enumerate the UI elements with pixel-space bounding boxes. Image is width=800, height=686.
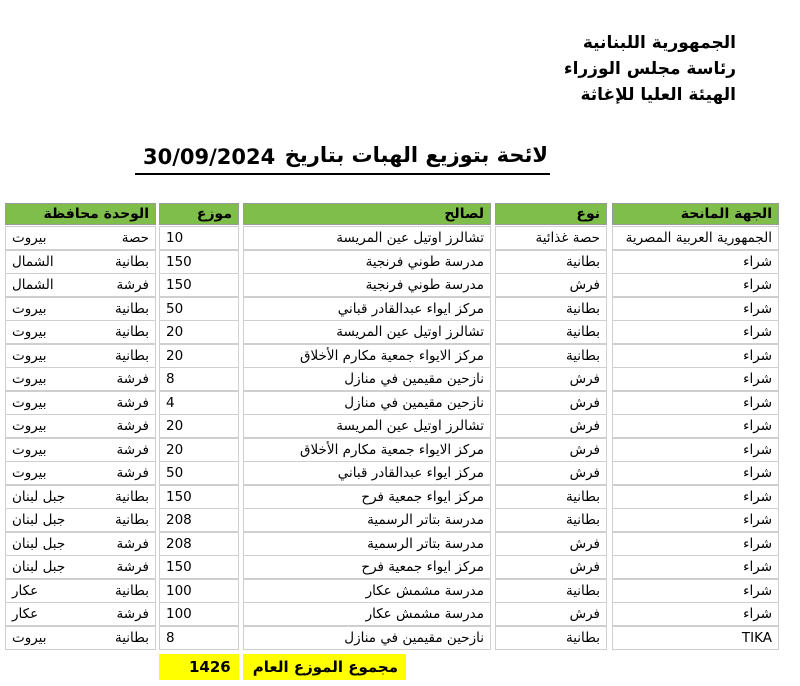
cell-unit: حصة bbox=[121, 230, 149, 246]
column-header-unit-governorate: الوحدة محافظة bbox=[5, 203, 156, 225]
cell-donor: شراء bbox=[612, 485, 779, 509]
cell-type: فرش bbox=[495, 273, 607, 297]
cell-unit-governorate bbox=[5, 297, 156, 321]
cell-donor: شراء bbox=[612, 602, 779, 626]
cell-type: فرش bbox=[495, 461, 607, 485]
total-label: مجموع الموزع العام bbox=[243, 654, 406, 680]
column-header-donor: الجهة المانحة bbox=[612, 203, 779, 225]
cell-type: حصة غذائية bbox=[495, 226, 607, 250]
cell-qty: 150 bbox=[159, 555, 239, 579]
cell-unit: بطانية bbox=[114, 300, 149, 317]
cell-type: بطانية bbox=[495, 297, 607, 321]
column-header-distributed: موزع bbox=[159, 203, 239, 225]
cell-governorate: جبل لبنان bbox=[12, 488, 66, 505]
cell-unit-governorate bbox=[5, 344, 156, 368]
cell-unit-governorate bbox=[5, 579, 156, 603]
cell-governorate: بيروت bbox=[12, 441, 47, 458]
cell-qty: 20 bbox=[159, 344, 239, 368]
cell-beneficiary: مركز ايواء عبدالقادر قباني bbox=[243, 461, 491, 485]
cell-unit: فرشة bbox=[116, 371, 149, 387]
cell-type: فرش bbox=[495, 438, 607, 462]
cell-governorate: عكار bbox=[12, 582, 39, 599]
cell-unit-governorate bbox=[5, 250, 156, 274]
cell-type: بطانية bbox=[495, 250, 607, 274]
cell-qty: 100 bbox=[159, 579, 239, 603]
cell-beneficiary: مدرسة مشمش عكار bbox=[243, 602, 491, 626]
cell-qty: 20 bbox=[159, 438, 239, 462]
cell-governorate: جبل لبنان bbox=[12, 559, 66, 575]
cell-donor: شراء bbox=[612, 579, 779, 603]
cell-qty: 50 bbox=[159, 297, 239, 321]
cell-donor: TIKA bbox=[612, 626, 779, 650]
cell-beneficiary: مركز الايواء جمعية مكارم الأخلاق bbox=[243, 344, 491, 368]
cell-type: فرش bbox=[495, 367, 607, 391]
cell-unit: بطانية bbox=[114, 253, 149, 270]
cell-donor: شراء bbox=[612, 391, 779, 415]
cell-beneficiary: مركز ايواء جمعية فرح bbox=[243, 485, 491, 509]
cell-unit: فرشة bbox=[116, 559, 149, 575]
cell-governorate: بيروت bbox=[12, 629, 47, 646]
header-presidency: رئاسة مجلس الوزراء bbox=[563, 59, 736, 79]
cell-unit-governorate bbox=[5, 626, 156, 650]
cell-type: فرش bbox=[495, 555, 607, 579]
total-value: 1426 bbox=[159, 654, 239, 680]
cell-governorate: بيروت bbox=[12, 324, 47, 340]
cell-donor: شراء bbox=[612, 438, 779, 462]
cell-type: فرش bbox=[495, 391, 607, 415]
cell-type: فرش bbox=[495, 602, 607, 626]
cell-unit-governorate bbox=[5, 391, 156, 415]
cell-unit-governorate bbox=[5, 367, 156, 391]
cell-donor: شراء bbox=[612, 320, 779, 344]
cell-beneficiary: نازحين مقيمين في منازل bbox=[243, 626, 491, 650]
cell-beneficiary: مركز ايواء جمعية فرح bbox=[243, 555, 491, 579]
cell-donor: شراء bbox=[612, 461, 779, 485]
cell-unit: فرشة bbox=[116, 277, 149, 293]
cell-unit: فرشة bbox=[116, 535, 149, 552]
cell-beneficiary: مركز الايواء جمعية مكارم الأخلاق bbox=[243, 438, 491, 462]
cell-unit: فرشة bbox=[116, 606, 149, 622]
title-text: لائحة بتوزيع الهبات بتاريخ bbox=[284, 143, 548, 167]
cell-unit: فرشة bbox=[116, 465, 149, 481]
cell-beneficiary: تشالرز اوتيل عين المريسة bbox=[243, 414, 491, 438]
cell-type: بطانية bbox=[495, 485, 607, 509]
cell-unit: بطانية bbox=[114, 324, 149, 340]
cell-qty: 100 bbox=[159, 602, 239, 626]
cell-unit-governorate bbox=[5, 602, 156, 626]
cell-qty: 10 bbox=[159, 226, 239, 250]
cell-governorate: بيروت bbox=[12, 371, 47, 387]
cell-qty: 150 bbox=[159, 485, 239, 509]
cell-unit-governorate bbox=[5, 438, 156, 462]
cell-type: فرش bbox=[495, 414, 607, 438]
cell-unit-governorate bbox=[5, 320, 156, 344]
cell-unit: بطانية bbox=[114, 629, 149, 646]
cell-governorate: عكار bbox=[12, 606, 39, 622]
cell-type: بطانية bbox=[495, 508, 607, 532]
column-header-beneficiary: لصالح bbox=[243, 203, 491, 225]
cell-qty: 20 bbox=[159, 320, 239, 344]
cell-governorate: بيروت bbox=[12, 394, 47, 411]
cell-unit-governorate bbox=[5, 414, 156, 438]
cell-beneficiary: مدرسة طوني فرنجية bbox=[243, 250, 491, 274]
cell-unit-governorate bbox=[5, 485, 156, 509]
cell-unit-governorate bbox=[5, 555, 156, 579]
cell-governorate: بيروت bbox=[12, 418, 47, 434]
cell-qty: 50 bbox=[159, 461, 239, 485]
column-header-type: نوع bbox=[495, 203, 607, 225]
cell-unit: بطانية bbox=[114, 488, 149, 505]
cell-type: بطانية bbox=[495, 320, 607, 344]
cell-unit: فرشة bbox=[116, 418, 149, 434]
cell-qty: 8 bbox=[159, 626, 239, 650]
header-relief-commission: الهيئة العليا للإغاثة bbox=[580, 85, 736, 105]
cell-type: بطانية bbox=[495, 626, 607, 650]
cell-donor: شراء bbox=[612, 344, 779, 368]
cell-donor: شراء bbox=[612, 555, 779, 579]
cell-unit: فرشة bbox=[116, 394, 149, 411]
cell-beneficiary: نازحين مقيمين في منازل bbox=[243, 391, 491, 415]
cell-unit-governorate bbox=[5, 461, 156, 485]
page-title bbox=[135, 143, 550, 175]
cell-type: بطانية bbox=[495, 579, 607, 603]
cell-beneficiary: مركز ايواء عبدالقادر قباني bbox=[243, 297, 491, 321]
cell-beneficiary: نازحين مقيمين في منازل bbox=[243, 367, 491, 391]
cell-type: بطانية bbox=[495, 344, 607, 368]
cell-governorate: الشمال bbox=[12, 253, 54, 270]
document-header bbox=[436, 30, 736, 108]
cell-unit-governorate bbox=[5, 273, 156, 297]
cell-governorate: بيروت bbox=[12, 347, 47, 364]
cell-governorate: بيروت bbox=[12, 230, 47, 246]
cell-beneficiary: مدرسة مشمش عكار bbox=[243, 579, 491, 603]
cell-qty: 8 bbox=[159, 367, 239, 391]
cell-beneficiary: مدرسة طوني فرنجية bbox=[243, 273, 491, 297]
cell-beneficiary: مدرسة بتاتر الرسمية bbox=[243, 532, 491, 556]
cell-unit: بطانية bbox=[114, 512, 149, 528]
cell-donor: شراء bbox=[612, 414, 779, 438]
cell-qty: 20 bbox=[159, 414, 239, 438]
cell-qty: 4 bbox=[159, 391, 239, 415]
cell-unit-governorate bbox=[5, 226, 156, 250]
cell-governorate: جبل لبنان bbox=[12, 535, 66, 552]
cell-type: فرش bbox=[495, 532, 607, 556]
cell-donor: شراء bbox=[612, 250, 779, 274]
cell-donor: شراء bbox=[612, 273, 779, 297]
cell-qty: 208 bbox=[159, 508, 239, 532]
cell-qty: 208 bbox=[159, 532, 239, 556]
cell-beneficiary: مدرسة بتاتر الرسمية bbox=[243, 508, 491, 532]
cell-donor: شراء bbox=[612, 508, 779, 532]
cell-donor: شراء bbox=[612, 367, 779, 391]
header-republic: الجمهورية اللبنانية bbox=[582, 33, 736, 53]
cell-donor: شراء bbox=[612, 297, 779, 321]
cell-unit-governorate bbox=[5, 508, 156, 532]
cell-governorate: بيروت bbox=[12, 300, 47, 317]
cell-unit: فرشة bbox=[116, 441, 149, 458]
cell-unit: بطانية bbox=[114, 347, 149, 364]
cell-unit-governorate bbox=[5, 532, 156, 556]
cell-governorate: جبل لبنان bbox=[12, 512, 66, 528]
cell-donor: الجمهورية العربية المصرية bbox=[612, 226, 779, 250]
cell-qty: 150 bbox=[159, 273, 239, 297]
cell-donor: شراء bbox=[612, 532, 779, 556]
cell-governorate: بيروت bbox=[12, 465, 47, 481]
title-date: 30/09/2024 bbox=[143, 145, 276, 169]
cell-qty: 150 bbox=[159, 250, 239, 274]
cell-beneficiary: تشالرز اوتيل عين المريسة bbox=[243, 320, 491, 344]
cell-governorate: الشمال bbox=[12, 277, 54, 293]
cell-unit: بطانية bbox=[114, 582, 149, 599]
cell-beneficiary: تشالرز اوتيل عين المريسة bbox=[243, 226, 491, 250]
